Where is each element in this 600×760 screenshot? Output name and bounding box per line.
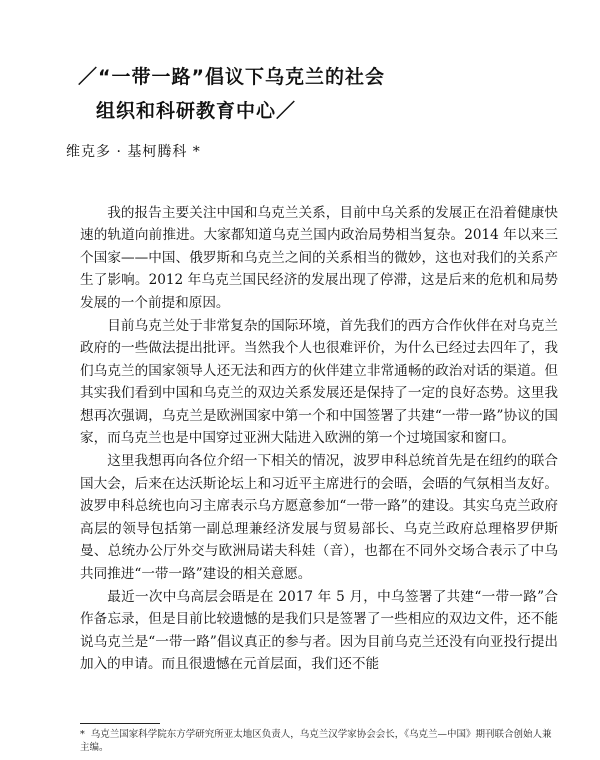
article-title-line-1: ／“一带一路”倡议下乌克兰的社会	[78, 66, 385, 88]
article-body	[80, 202, 558, 677]
footnote-text: 乌克兰国家科学院东方学研究所亚太地区负责人，乌克兰汉学家协会会长，《乌克兰—中国》期刊联合创始人兼主编。	[80, 729, 552, 753]
footnote	[80, 728, 558, 754]
footnote-mark: *	[80, 729, 85, 740]
paragraph-2: 目前乌克兰处于非常复杂的国际环境，首先我们的西方合作伙伴在对乌克兰政府的一些做法提出批评。当然我个人也很难评价，为什么已经过去四年了，我们乌克兰的国家领导人还无法和西方的伙伴建立非常通畅的政治对话的渠道。但其实我们看到中国和乌克兰的双边关系发展还是保持了一定的良好态势。这里我想再次强调，乌克兰是欧洲国家中第一个和中国签署了共建“一带一路”协议的国家，而乌克兰也是中国穿过亚洲大陆进入欧洲的第一个过境国家和窗口。	[80, 318, 558, 447]
paragraph-3: 这里我想再向各位介绍一下相关的情况，波罗申科总统首先是在纽约的联合国大会，后来在达沃斯论坛上和习近平主席进行的会晤，会晤的气氛相当友好。波罗申科总统也向习主席表示乌方愿意参加“一带一路”的建设。其实乌克兰政府高层的领导包括第一副总理兼经济发展与贸易部长、乌克兰政府总理格罗伊斯曼、总统办公厅外交与欧洲局诺夫科娃（音），也都在不同外交场合表示了中乌共同推进“一带一路”建设的相关意愿。	[80, 453, 558, 582]
footnote-divider	[80, 723, 160, 724]
author-name: 维克多 · 基柯腾科 *	[66, 144, 201, 160]
paragraph-1: 我的报告主要关注中国和乌克兰关系，目前中乌关系的发展正在沿着健康快速的轨道向前推进。大家都知道乌克兰国内政治局势相当复杂。2014 年以来三个国家——中国、俄罗斯和乌克兰之间的关系相当的微妙，这也对我们的关系产生了影响。2012 年乌克兰国民经济的发展出现了停滞，这是后来的危机和局势发展的一个前提和原因。	[80, 205, 558, 311]
paragraph-4: 最近一次中乌高层会晤是在 2017 年 5 月，中乌签署了共建“一带一路”合作备忘录，但是目前比较遗憾的是我们只是签署了一些相应的双边文件，还不能说乌克兰是“一带一路”倡议真正的参与者。因为目前乌克兰还没有向亚投行提出加入的申请。而且很遗憾在元首层面，我们还不能	[80, 588, 558, 673]
article-title-line-2: 组织和科研教育中心／	[96, 100, 297, 122]
